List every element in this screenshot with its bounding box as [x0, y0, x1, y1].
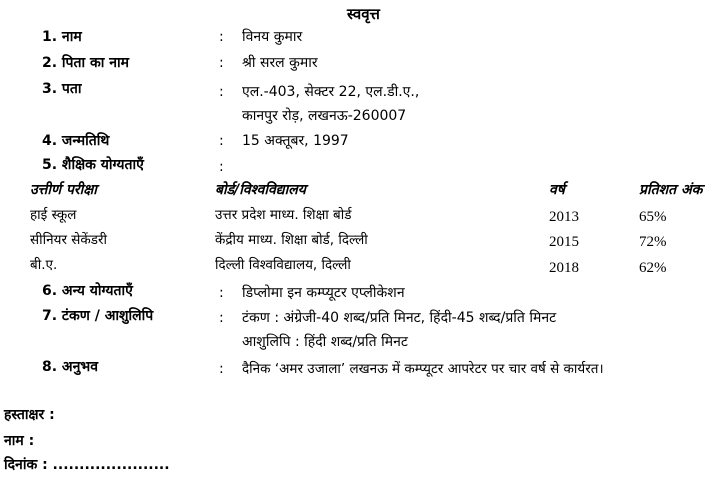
other-qualifications-label: 6. अन्य योग्यताएँ [42, 283, 133, 299]
education-row-1-year: 2013 [549, 209, 579, 225]
date-label: दिनांक : ...................... [4, 457, 170, 473]
education-row-3-board: दिल्ली विश्वविद्यालय, दिल्ली [215, 257, 351, 273]
experience-colon: : [219, 361, 224, 377]
signature-label: हस्ताक्षर : [4, 407, 55, 423]
other-qualifications-colon: : [219, 285, 224, 301]
education-header-exam: उत्तीर्ण परीक्षा [30, 182, 97, 198]
name-value: विनय कुमार [242, 29, 303, 45]
education-colon: : [219, 159, 224, 175]
other-qualifications-value: डिप्लोमा इन कम्प्यूटर एप्लीकेशन [242, 285, 405, 301]
dob-value: 15 अक्तूबर, 1997 [242, 133, 349, 149]
education-label: 5. शैक्षिक योग्यताएँ [42, 157, 144, 173]
education-row-3-exam: बी.ए. [30, 257, 58, 273]
dob-label: 4. जन्मतिथि [42, 133, 110, 149]
address-label: 3. पता [42, 81, 82, 97]
education-row-1-percent: 65% [639, 209, 667, 225]
education-row-3-percent: 62% [639, 260, 667, 276]
education-row-2-board: केंद्रीय माध्य. शिक्षा बोर्ड, दिल्ली [215, 232, 368, 248]
typing-shorthand-colon: : [219, 310, 224, 326]
footer-name-label: नाम : [4, 433, 35, 449]
education-row-1-board: उत्तर प्रदेश माध्य. शिक्षा बोर्ड [215, 207, 352, 223]
name-label: 1. नाम [42, 29, 82, 45]
name-colon: : [219, 29, 224, 45]
address-line-1: एल.-403, सेक्टर 22, एल.डी.ए., [242, 84, 420, 100]
shorthand-line: आशुलिपि : हिंदी शब्द/प्रति मिनट [242, 334, 408, 350]
typing-shorthand-label: 7. टंकण / आशुलिपि [42, 308, 154, 324]
typing-line: टंकण : अंग्रेजी-40 शब्द/प्रति मिनट, हिंदी-45 शब्द/प्रति मिनट [242, 310, 557, 326]
education-row-2-percent: 72% [639, 234, 667, 250]
education-row-3-year: 2018 [549, 260, 579, 276]
document-title: स्ववृत्त [347, 5, 380, 23]
experience-label: 8. अनुभव [42, 359, 99, 375]
dob-colon: : [219, 133, 224, 149]
education-header-board: बोर्ड/विश्वविद्यालय [215, 182, 306, 198]
education-row-2-exam: सीनियर सेकेंडरी [30, 232, 107, 248]
education-header-percent: प्रतिशत अंक [639, 182, 703, 198]
education-row-1-exam: हाई स्कूल [30, 207, 77, 223]
father-name-label: 2. पिता का नाम [42, 55, 130, 71]
experience-value: दैनिक ‘अमर उजाला’ लखनऊ में कम्प्यूटर आपरेटर पर चार वर्ष से कार्यरत। [242, 361, 604, 377]
father-name-colon: : [219, 55, 224, 71]
education-row-2-year: 2015 [549, 234, 579, 250]
address-colon: : [219, 84, 224, 100]
education-header-year: वर्ष [549, 182, 565, 198]
address-line-2: कानपुर रोड़, लखनऊ-260007 [242, 108, 407, 124]
father-name-value: श्री सरल कुमार [242, 55, 318, 71]
